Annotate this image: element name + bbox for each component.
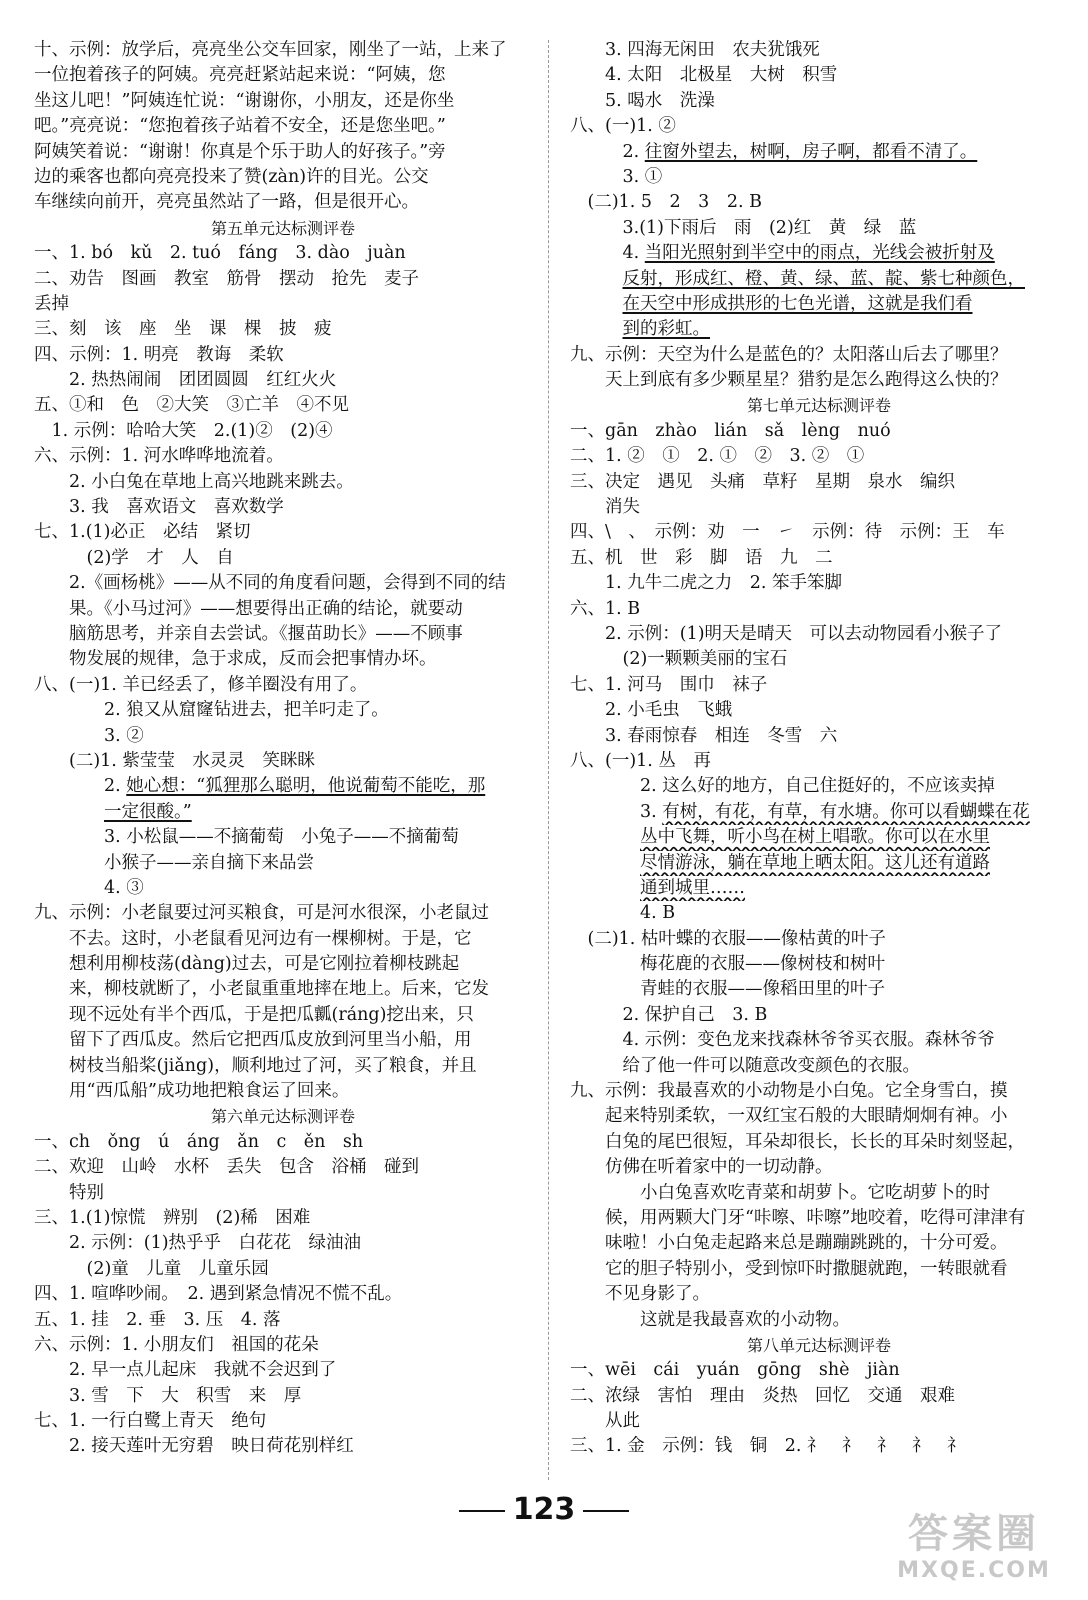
right-column	[570, 38, 1068, 1460]
answer-line: 2. 接天莲叶无穷碧 映日荷花别样红	[34, 1436, 354, 1457]
answer-line: 消失	[570, 497, 640, 518]
answer-line: 八、(一)1. ②	[570, 116, 676, 137]
line-prefix	[34, 802, 104, 822]
answer-line: 八、(一)1. 羊已经丢了，修羊圈没有用了。	[34, 674, 368, 695]
answer-line: 果。《小马过河》——想要得出正确的结论，就要动	[34, 598, 463, 619]
underlined-answer: 在天空中形成拱形的七色光谱，这就是我们看	[622, 293, 973, 314]
answer-line: 九、示例：天空为什么是蓝色的？太阳落山后去了哪里？	[570, 344, 1008, 365]
wavy-underlined-answer: 通到城里……	[640, 877, 745, 898]
answer-line: 5. 喝水 洗澡	[570, 90, 715, 111]
answer-line: 六、示例：1. 小朋友们 祖国的花朵	[34, 1334, 319, 1355]
answer-line: 一、gān zhào lián sǎ lèng nuó	[570, 420, 891, 441]
answer-line: 现不远处有半个西瓜，于是把瓜瓤(ráng)挖出来，只	[34, 1004, 474, 1025]
answer-line: 4. 示例：变色龙来找森林爷爷买衣服。森林爷爷	[570, 1030, 995, 1051]
answer-line	[570, 876, 1068, 901]
answer-line: 1. 九牛二虎之力 2. 笨手笨脚	[570, 573, 843, 594]
answer-line: 七、1. 河马 围巾 袜子	[570, 674, 768, 695]
wavy-underlined-answer: 丛中飞舞，听小鸟在树上唱歌。你可以在水里	[640, 827, 990, 848]
answer-line: 边的乘客也都向亮亮投来了赞(zàn)许的目光。公交	[34, 166, 429, 187]
answer-line: 二、欢迎 山岭 水杯 丢失 包含 浴桶 碰到	[34, 1157, 419, 1178]
answer-line: 六、示例：1. 河水哗哗地流着。	[34, 446, 284, 467]
answer-line: (2)一颗颗美丽的宝石	[570, 649, 788, 670]
wavy-underlined-answer: 有树，有花，有草，有水塘。你可以看蝴蝶在花	[662, 801, 1030, 822]
answer-line: 想利用柳枝荡(dàng)过去，可是它刚拉着柳枝跳起	[34, 954, 460, 975]
answer-line	[570, 267, 1068, 292]
line-prefix: 3.	[570, 801, 663, 822]
answer-line: (2)童 儿童 儿童乐园	[34, 1258, 269, 1279]
answer-line: 小白兔喜欢吃青菜和胡萝卜。它吃胡萝卜的时	[570, 1182, 990, 1203]
answer-line: 三、1. 金 示例：钱 铜 2. 礻 礻 礻 礻 礻	[570, 1436, 965, 1457]
answer-line: 味啦！小白兔走起路来总是蹦蹦跳跳的，十分可爱。	[570, 1233, 1008, 1254]
answer-line: 2. 示例：(1)明天是晴天 可以去动物园看小猴子了	[570, 623, 1003, 644]
answer-line: 3. ②	[34, 725, 144, 746]
answer-line: 车继续向前开，亮亮虽然站了一路，但是很开心。	[34, 192, 419, 213]
answer-line: 二、浓绿 害怕 理由 炎热 回忆 交通 艰难	[570, 1385, 955, 1406]
answer-line	[570, 317, 1068, 342]
answer-line: 3. 雪 下 大 积雪 来 厚	[34, 1385, 302, 1406]
answer-line: 三、决定 遇见 头痛 草籽 星期 泉水 编织	[570, 471, 955, 492]
answer-line: 六、1. B	[570, 598, 641, 619]
answer-line	[34, 800, 532, 825]
line-prefix: 2.	[34, 776, 127, 797]
answer-line: 2. 狼又从窟窿钻进去，把羊叼走了。	[34, 700, 389, 721]
answer-line: 起来特别柔软，一双红宝石般的大眼睛炯炯有神。小	[570, 1106, 1008, 1127]
answer-line: 给了他一件可以随意改变颜色的衣服。	[570, 1055, 920, 1076]
answer-line: 九、示例：小老鼠要过河买粮食，可是河水很深，小老鼠过	[34, 903, 489, 924]
answer-line: 阿姨笑着说：“谢谢！你真是个乐于助人的好孩子。”旁	[34, 141, 446, 162]
column-divider	[548, 40, 549, 1480]
answer-line: 4. 太阳 北极星 大树 积雪	[570, 65, 838, 86]
section-title: 第八单元达标测评卷	[746, 1335, 891, 1355]
answer-line: 三、刻 该 座 坐 课 棵 披 疲	[34, 319, 332, 340]
line-prefix	[570, 319, 623, 339]
section-title: 第五单元达标测评卷	[210, 218, 355, 238]
line-prefix	[570, 878, 640, 898]
left-column	[34, 38, 532, 1460]
page-number: 123	[512, 1492, 576, 1527]
answer-line: 3. 我 喜欢语文 喜欢数学	[34, 497, 284, 518]
answer-line: 七、1.(1)必正 必结 紧切	[34, 522, 251, 543]
answer-line: 候，用两颗大门牙“咔嚓、咔嚓”地咬着，吃得可津津有	[570, 1207, 1026, 1228]
answer-line	[570, 800, 1068, 825]
footer-dash-left	[459, 1510, 505, 1512]
answer-line: 2. 小白兔在草地上高兴地跳来跳去。	[34, 471, 354, 492]
answer-line	[570, 140, 1068, 165]
section-title: 第六单元达标测评卷	[210, 1107, 355, 1127]
answer-line: 四、1. 喧哗吵闹。 2. 遇到紧急情况不慌不乱。	[34, 1284, 403, 1305]
answer-line: (二)1. 枯叶蝶的衣服——像枯黄的叶子	[570, 928, 886, 949]
answer-line: 3.(1)下雨后 雨 (2)红 黄 绿 蓝	[570, 217, 917, 238]
underlined-answer: 她心想：“狐狸那么聪明，他说葡萄不能吃，那	[126, 776, 486, 797]
answer-line: 2. 热热闹闹 团团圆圆 红红火火	[34, 370, 337, 391]
line-prefix	[570, 294, 623, 314]
answer-line: 从此	[570, 1411, 640, 1432]
answer-line: 一位抱着孩子的阿姨。亮亮赶紧站起来说：“阿姨，您	[34, 65, 446, 86]
answer-line: 九、示例：我最喜欢的小动物是小白兔。它全身雪白，摸	[570, 1081, 1008, 1102]
answer-line: 用“西瓜船”成功地把粮食运了回来。	[34, 1081, 350, 1102]
underlined-answer: 当阳光照射到半空中的雨点，光线会被折射及	[644, 243, 995, 264]
underlined-answer: 反射，形成红、橙、黄、绿、蓝、靛、紫七种颜色，	[622, 268, 1025, 289]
answer-line: 2. 示例：(1)热乎乎 白花花 绿油油	[34, 1233, 362, 1254]
answer-line: (二)1. 紫莹莹 水灵灵 笑眯眯	[34, 750, 315, 771]
answer-line: 青蛙的衣服——像稻田里的叶子	[570, 979, 885, 1000]
answer-line: 十、示例：放学后，亮亮坐公交车回家，刚坐了一站，上来了	[34, 40, 507, 60]
answer-line: 五、1. 挂 2. 垂 3. 压 4. 落	[34, 1309, 281, 1330]
answer-line: 吧。”亮亮说：“您抱着孩子站着不安全，还是您坐吧。”	[34, 116, 446, 137]
answer-line: 2. 早一点儿起床 我就不会迟到了	[34, 1360, 337, 1381]
answer-line	[570, 292, 1068, 317]
answer-line: 3. ①	[570, 166, 663, 187]
answer-line: 脑筋思考，并亲自去尝试。《揠苗助长》——不顾事	[34, 623, 463, 644]
answer-line	[570, 241, 1068, 266]
answer-line: 小猴子——亲自摘下来品尝	[34, 852, 314, 873]
answer-line: 一、wēi cái yuán gōng shè jiàn	[570, 1360, 900, 1381]
answer-line: 3. 春雨惊春 相连 冬雪 六	[570, 725, 838, 746]
answer-line: 不去。这时，小老鼠看见河边有一棵柳树。于是，它	[34, 928, 472, 949]
line-prefix: 4.	[570, 243, 645, 264]
answer-line: 4. B	[570, 903, 676, 924]
underlined-answer: 一定很酸。”	[104, 801, 192, 822]
answer-line: 这就是我最喜欢的小动物。	[570, 1309, 850, 1330]
answer-line: 四、\ 、 示例：劝 一 ㇀ 示例：待 示例：王 车	[570, 522, 1005, 543]
underlined-answer: 往窗外望去，树啊，房子啊，都看不清了。	[644, 141, 978, 162]
answer-line: (2)学 才 人 自	[34, 547, 234, 568]
answer-line: 白兔的尾巴很短，耳朵却很长，长长的耳朵时刻竖起，	[570, 1131, 1025, 1152]
answer-line	[34, 774, 532, 799]
answer-line: 4. ③	[34, 877, 144, 898]
answer-line: 它的胆子特别小，受到惊吓时撒腿就跑，一转眼就看	[570, 1258, 1008, 1279]
footer-dash-right	[583, 1510, 629, 1512]
answer-line: 丢掉	[34, 293, 69, 314]
wavy-underlined-answer: 尽情游泳，躺在草地上晒太阳。这儿还有道路	[640, 852, 990, 873]
answer-line: 2.《画杨桃》——从不同的角度看问题，会得到不同的结	[34, 573, 506, 594]
line-prefix	[570, 853, 640, 873]
answer-line	[570, 851, 1068, 876]
answer-line: 特别	[34, 1182, 104, 1203]
answer-line: 3. 四海无闲田 农夫犹饿死	[570, 40, 820, 60]
answer-line: 五、①和 色 ②大笑 ③亡羊 ④不见	[34, 395, 349, 416]
answer-line: 2. 这么好的地方，自己住挺好的，不应该卖掉	[570, 776, 995, 797]
answer-line: 物发展的规律，急于求成，反而会把事情办坏。	[34, 649, 437, 670]
answer-line: 二、1. ② ① 2. ① ② 3. ② ①	[570, 446, 865, 467]
answer-line: 1. 示例：哈哈大笑 2.(1)② (2)④	[34, 420, 333, 441]
answer-line: 梅花鹿的衣服——像树枝和树叶	[570, 954, 885, 975]
watermark-logo	[874, 1510, 1074, 1590]
answer-line: 2. 保护自己 3. B	[570, 1004, 768, 1025]
line-prefix	[570, 827, 640, 847]
answer-line: 树枝当船桨(jiǎng)，顺利地过了河，买了粮食，并且	[34, 1055, 477, 1076]
underlined-answer: 到的彩虹。	[622, 319, 710, 340]
answer-line: 八、(一)1. 丛 再	[570, 750, 711, 771]
answer-line: 天上到底有多少颗星星？猎豹是怎么跑得这么快的？	[570, 370, 1008, 391]
answer-line: 七、1. 一行白鹭上青天 绝句	[34, 1411, 267, 1432]
answer-line: 仿佛在听着家中的一切动静。	[570, 1157, 833, 1178]
line-prefix	[570, 269, 623, 289]
answer-line: 一、1. bó kǔ 2. tuó fáng 3. dào juàn	[34, 243, 406, 264]
answer-line: 留下了西瓜皮。然后它把西瓜皮放到河里当小船，用	[34, 1030, 472, 1051]
answer-line: 3. 小松鼠——不摘葡萄 小兔子——不摘葡萄	[34, 827, 459, 848]
watermark-top: 答案圈	[908, 1511, 1040, 1557]
watermark-bottom: MXQE.COM	[897, 1558, 1051, 1583]
answer-line: 来，柳枝就断了，小老鼠重重地摔在地上。后来，它发	[34, 979, 489, 1000]
answer-line: 坐这儿吧！”阿姨连忙说：“谢谢你，小朋友，还是你坐	[34, 90, 455, 111]
answer-line	[570, 825, 1068, 850]
answer-line: 四、示例：1. 明亮 教诲 柔软	[34, 344, 284, 365]
answer-line: 二、劝告 图画 教室 筋骨 摆动 抢先 麦子	[34, 268, 419, 289]
line-prefix: 2.	[570, 141, 645, 162]
answer-line: 不见身影了。	[570, 1284, 710, 1305]
answer-line: 2. 小毛虫 飞蛾	[570, 700, 733, 721]
answer-line: (二)1. 5 2 3 2. B	[570, 192, 762, 213]
answer-line: 三、1.(1)惊慌 辨别 (2)稀 困难	[34, 1207, 311, 1228]
section-title: 第七单元达标测评卷	[746, 396, 891, 416]
answer-line: 一、ch ǒng ú áng ǎn c ěn sh	[34, 1131, 364, 1152]
answer-line: 五、机 世 彩 脚 语 九 二	[570, 547, 833, 568]
